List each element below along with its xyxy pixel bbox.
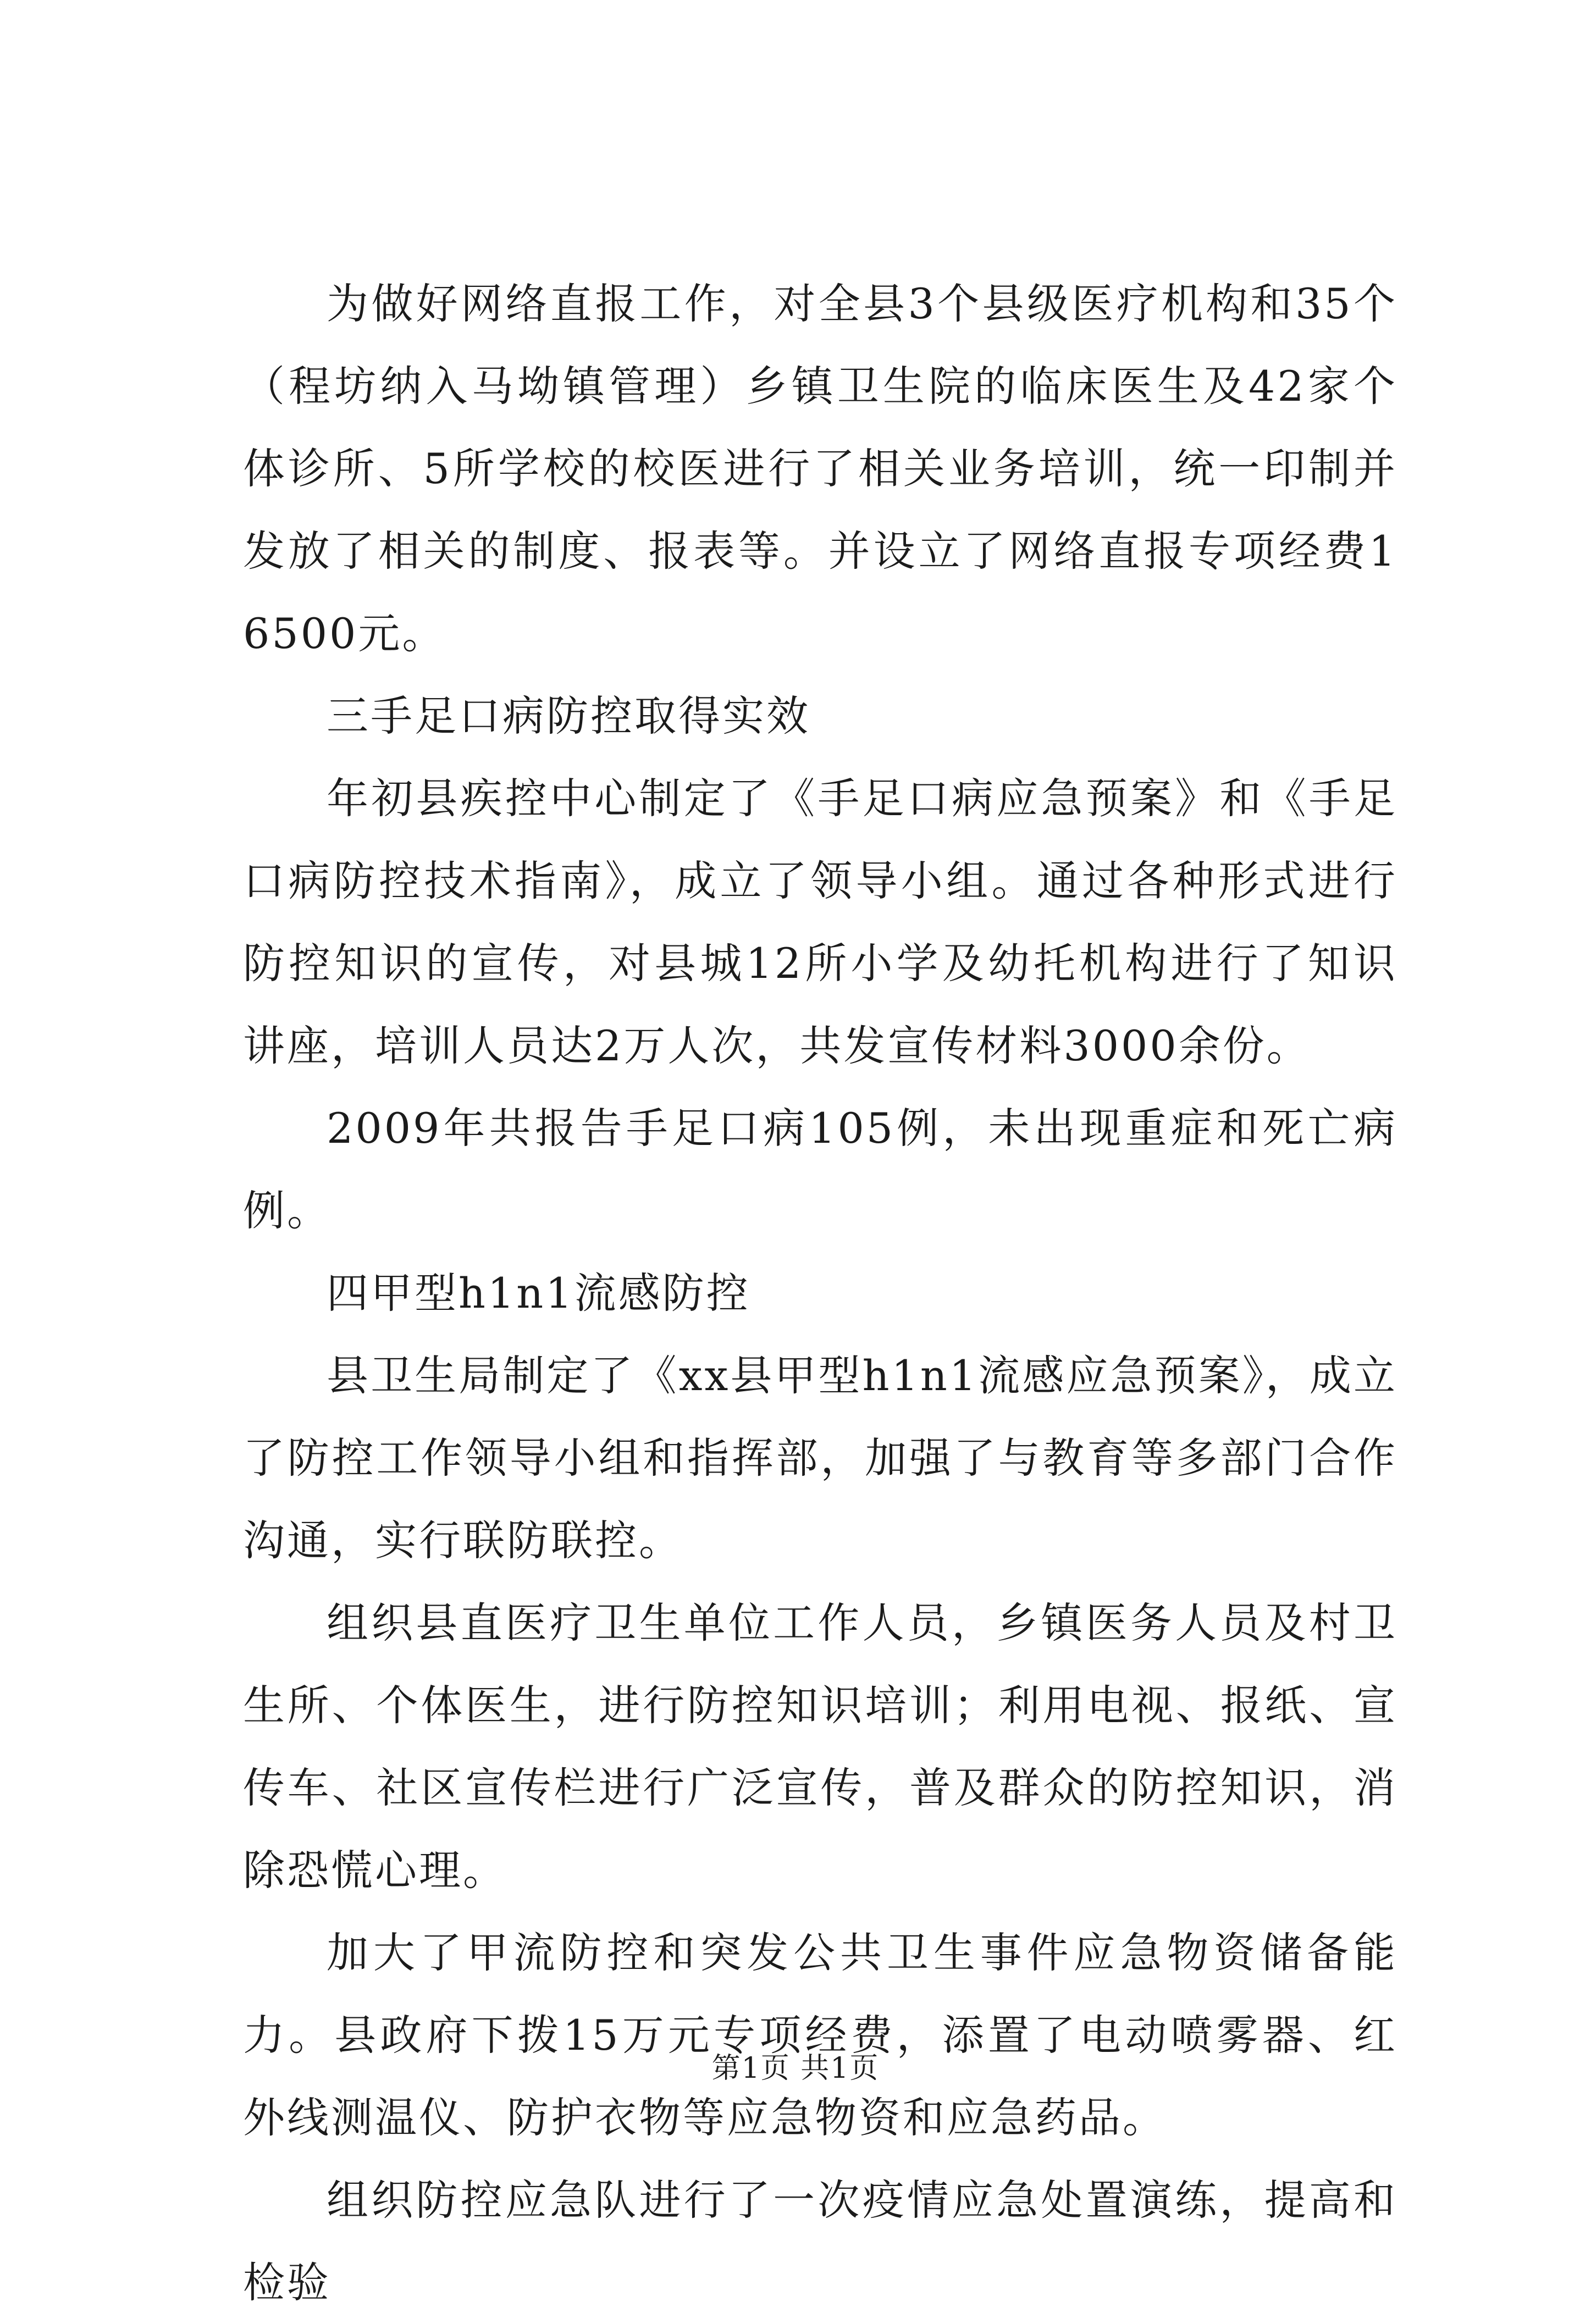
paragraph-emergency-drill: 组织防控应急队进行了一次疫情应急处置演练，提高和检验 <box>243 2176 1397 2307</box>
paragraph-h1n1-plan: 县卫生局制定了《xx县甲型h1n1流感应急预案》，成立了防控工作领导小组和指挥部，加强了与教育等多部门合作沟通，实行联防联控。 <box>243 1351 1397 1565</box>
page-number-label: 第1页 共1页 <box>711 2052 880 2085</box>
paragraph-hfmd-plan: 年初县疾控中心制定了《手足口病应急预案》和《手足口病防控技术指南》，成立了领导小组。通过各种形式进行防控知识的宣传，对县城12所小学及幼托机构进行了知识讲座，培训人员达2万人次，共发宣传材料3000余份。 <box>243 774 1397 1070</box>
paragraph-emergency-supplies: 加大了甲流防控和突发公共卫生事件应急物资储备能力。县政府下拨15万元专项经费，添置了电动喷雾器、红外线测温仪、防护衣物等应急物资和应急药品。 <box>243 1928 1397 2142</box>
section-heading-hfmd: 三手足口病防控取得实效 <box>327 691 810 740</box>
section-heading-h1n1: 四甲型h1n1流感防控 <box>327 1269 750 1318</box>
document-body <box>243 263 1397 2324</box>
paragraph-network-reporting: 为做好网络直报工作，对全县3个县级医疗机构和35个（程坊纳入马坳镇管理）乡镇卫生院的临床医生及42家个体诊所、5所学校的校医进行了相关业务培训，统一印制并发放了相关的制度、报表等。并设立了网络直报专项经费16500元。 <box>243 279 1397 658</box>
paragraph-h1n1-training: 组织县直医疗卫生单位工作人员，乡镇医务人员及村卫生所、个体医生，进行防控知识培训；利用电视、报纸、宣传车、社区宣传栏进行广泛宣传，普及群众的防控知识，消除恐慌心理。 <box>243 1598 1397 1895</box>
paragraph-hfmd-cases: 2009年共报告手足口病105例，未出现重症和死亡病例。 <box>243 1104 1397 1235</box>
page-footer <box>0 2045 1591 2086</box>
